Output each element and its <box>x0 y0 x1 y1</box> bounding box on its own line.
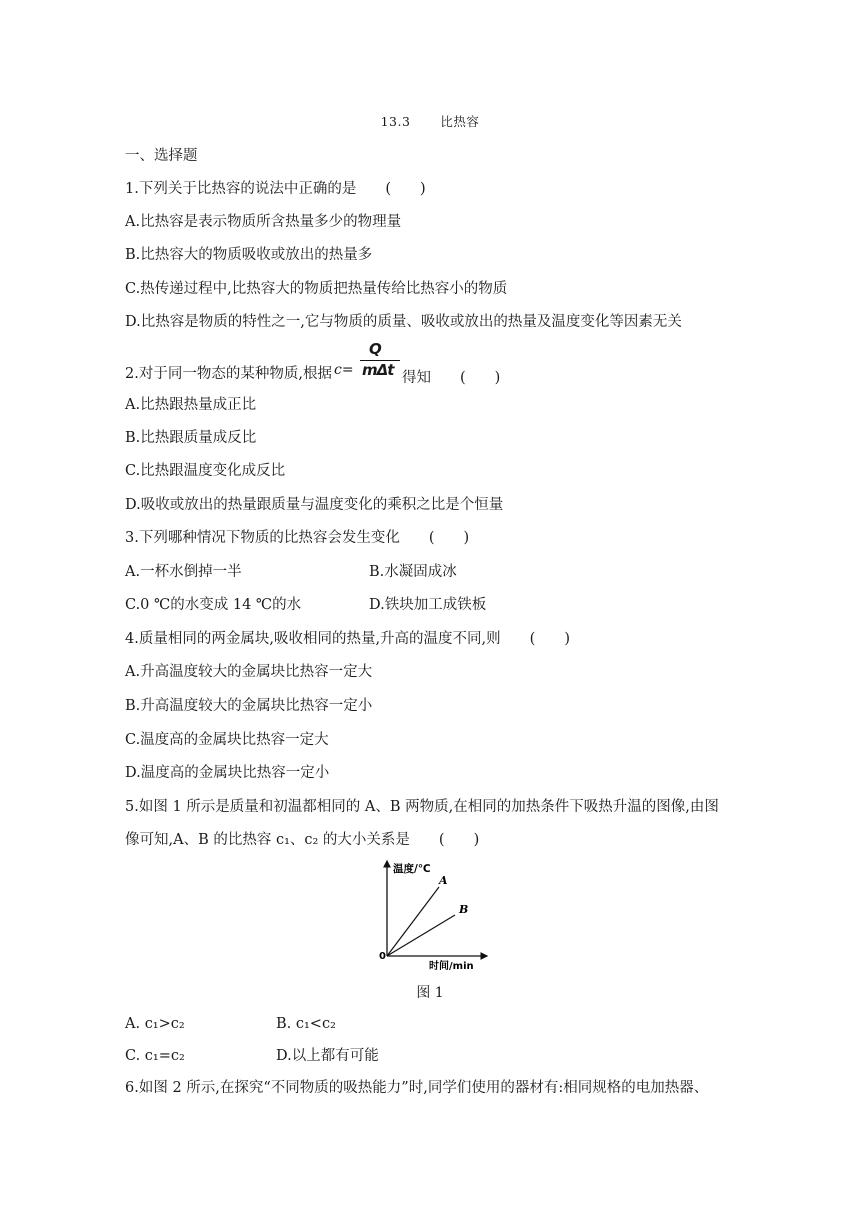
question-4-option-d: D.温度高的金属块比热容一定小 <box>125 765 330 781</box>
question-4-stem: 4.质量相同的两金属块,吸收相同的热量,升高的温度不同,则 ( ) <box>125 631 570 647</box>
formula-denominator: mΔt <box>362 361 394 379</box>
question-1-option-a: A.比热容是表示物质所含热量多少的物理量 <box>125 214 402 230</box>
specific-heat-formula <box>334 340 402 382</box>
origin-label: 0 <box>379 951 386 962</box>
x-axis-label: 时间/min <box>429 961 474 972</box>
question-3-option-b: B.水凝固成冰 <box>369 564 457 580</box>
page-title <box>0 112 860 130</box>
question-3-option-a: A.一杯水倒掉一半 <box>125 564 242 580</box>
question-6-stem-line-1: 6.如图 2 所示,在探究“不同物质的吸热能力”时,同学们使用的器材有:相同规格的电加热器、 <box>125 1080 709 1096</box>
y-axis-label: 温度/℃ <box>393 863 431 875</box>
question-5-stem-line-2: 像可知,A、B 的比热容 c₁、c₂ 的大小关系是 ( ) <box>125 832 480 848</box>
question-5-option-c: C. c₁=c₂ <box>125 1048 185 1064</box>
line-a-label: A <box>439 874 448 887</box>
section-number: 13.3 <box>380 114 411 129</box>
section-title: 比热容 <box>440 114 480 129</box>
question-3-stem: 3.下列哪种情况下物质的比热容会发生变化 ( ) <box>125 530 470 546</box>
question-5-option-d: D.以上都有可能 <box>276 1048 379 1064</box>
question-1-option-d: D.比热容是物质的特性之一,它与物质的质量、吸收或放出的热量及温度变化等因素无关 <box>125 314 682 330</box>
question-1-stem: 1.下列关于比热容的说法中正确的是 ( ) <box>125 181 426 197</box>
line-b <box>387 915 455 956</box>
question-5-stem-line-1: 5.如图 1 所示是质量和初温都相同的 A、B 两物质,在相同的加热条件下吸热升温的图像,由图 <box>125 799 719 815</box>
question-2-option-d: D.吸收或放出的热量跟质量与温度变化的乘积之比是个恒量 <box>125 497 504 513</box>
line-a <box>387 887 439 956</box>
section-heading: 一、选择题 <box>125 148 198 164</box>
figure-1-caption: 图 1 <box>416 985 444 1001</box>
question-1-option-b: B.比热容大的物质吸收或放出的热量多 <box>125 247 373 263</box>
question-5-option-a: A. c₁>c₂ <box>125 1016 185 1032</box>
question-5-option-b: B. c₁<c₂ <box>276 1016 336 1032</box>
question-2-option-c: C.比热跟温度变化成反比 <box>125 463 286 479</box>
question-2-stem-suffix: 得知 ( ) <box>402 370 501 386</box>
question-4-option-c: C.温度高的金属块比热容一定大 <box>125 732 329 748</box>
formula-c: c= <box>334 362 354 378</box>
question-2-stem: 2.对于同一物态的某种物质,根据 <box>125 366 332 382</box>
question-4-option-b: B.升高温度较大的金属块比热容一定小 <box>125 698 373 714</box>
question-2-option-b: B.比热跟质量成反比 <box>125 430 257 446</box>
question-3-option-c: C.0 ℃的水变成 14 ℃的水 <box>125 597 302 613</box>
question-2-option-a: A.比热跟热量成正比 <box>125 397 257 413</box>
formula-numerator: Q <box>369 340 382 358</box>
question-3-option-d: D.铁块加工成铁板 <box>369 597 487 613</box>
temperature-time-graph <box>375 855 495 975</box>
line-b-label: B <box>459 903 469 916</box>
question-4-option-a: A.升高温度较大的金属块比热容一定大 <box>125 664 373 680</box>
question-1-option-c: C.热传递过程中,比热容大的物质把热量传给比热容小的物质 <box>125 281 508 297</box>
